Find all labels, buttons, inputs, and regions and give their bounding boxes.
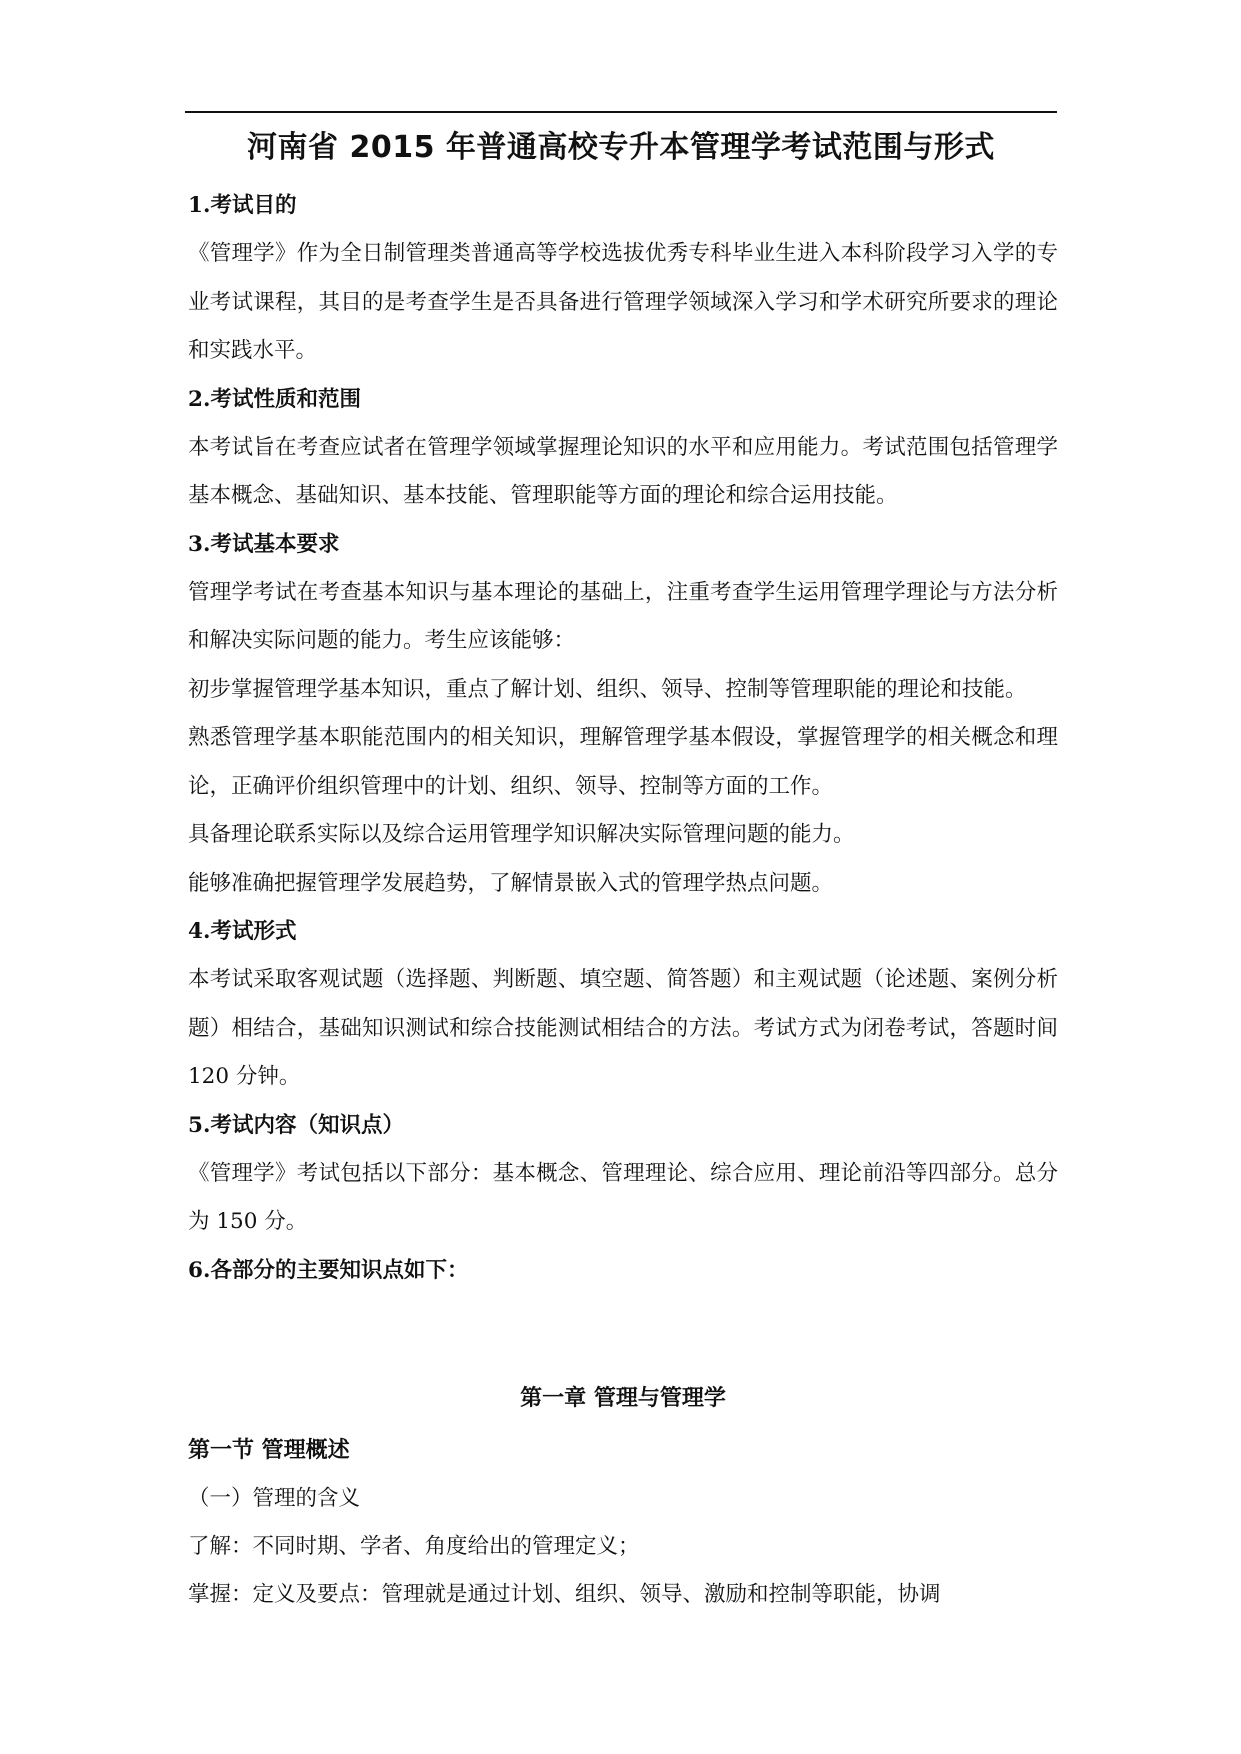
header-rule bbox=[185, 111, 1057, 113]
section-heading-1: 1.考试目的 bbox=[188, 193, 297, 218]
section-3-paragraph-3: 熟悉管理学基本职能范围内的相关知识，理解管理学基本假设，掌握管理学的相关概念和理论，正确评价组织管理中的计划、组织、领导、控制等方面的工作。 bbox=[188, 725, 1058, 799]
document-body bbox=[188, 182, 1058, 1620]
spacer bbox=[188, 1295, 1058, 1371]
page-title: 河南省 2015 年普通高校专升本管理学考试范围与形式 bbox=[247, 130, 995, 165]
chapter-line-2: 掌握：定义及要点：管理就是通过计划、组织、领导、激励和控制等职能，协调 bbox=[188, 1582, 941, 1607]
section-1-paragraph: 《管理学》作为全日制管理类普通高等学校选拔优秀专科毕业生进入本科阶段学习入学的专业考试课程，其目的是考查学生是否具备进行管理学领域深入学习和学术研究所要求的理论和实践水平。 bbox=[188, 241, 1058, 363]
section-5-paragraph: 《管理学》考试包括以下部分：基本概念、管理理论、综合应用、理论前沿等四部分。总分为 150 分。 bbox=[188, 1160, 1058, 1234]
chapter-line-1: 了解：不同时期、学者、角度给出的管理定义； bbox=[188, 1533, 640, 1559]
section-heading-2: 2.考试性质和范围 bbox=[188, 386, 361, 412]
section-heading-6: 6.各部分的主要知识点如下： bbox=[188, 1257, 469, 1283]
section-3-paragraph-2: 初步掌握管理学基本知识，重点了解计划、组织、领导、控制等管理职能的理论和技能。 bbox=[188, 676, 1027, 702]
section-heading-5: 5.考试内容（知识点） bbox=[188, 1112, 404, 1138]
section-4-paragraph: 本考试采取客观试题（选择题、判断题、填空题、简答题）和主观试题（论述题、案例分析题）相结合，基础知识测试和综合技能测试相结合的方法。考试方式为闭卷考试，答题时间 120 分钟。 bbox=[188, 967, 1058, 1089]
subsection-title: （一）管理的含义 bbox=[188, 1485, 361, 1511]
section-2-paragraph: 本考试旨在考查应试者在管理学领域掌握理论知识的水平和应用能力。考试范围包括管理学基本概念、基础知识、基本技能、管理职能等方面的理论和综合运用技能。 bbox=[188, 434, 1058, 508]
chapter-section-title: 第一节 管理概述 bbox=[188, 1436, 350, 1463]
section-heading-3: 3.考试基本要求 bbox=[188, 531, 340, 557]
section-3-paragraph-1: 管理学考试在考查基本知识与基本理论的基础上，注重考查学生运用管理学理论与方法分析和解决实际问题的能力。考生应该能够： bbox=[188, 579, 1058, 653]
section-3-paragraph-5: 能够准确把握管理学发展趋势，了解情景嵌入式的管理学热点问题。 bbox=[188, 870, 834, 896]
section-heading-4: 4.考试形式 bbox=[188, 919, 297, 944]
section-3-paragraph-4: 具备理论联系实际以及综合运用管理学知识解决实际管理问题的能力。 bbox=[188, 822, 855, 847]
chapter-title: 第一章 管理与管理学 bbox=[520, 1384, 726, 1411]
